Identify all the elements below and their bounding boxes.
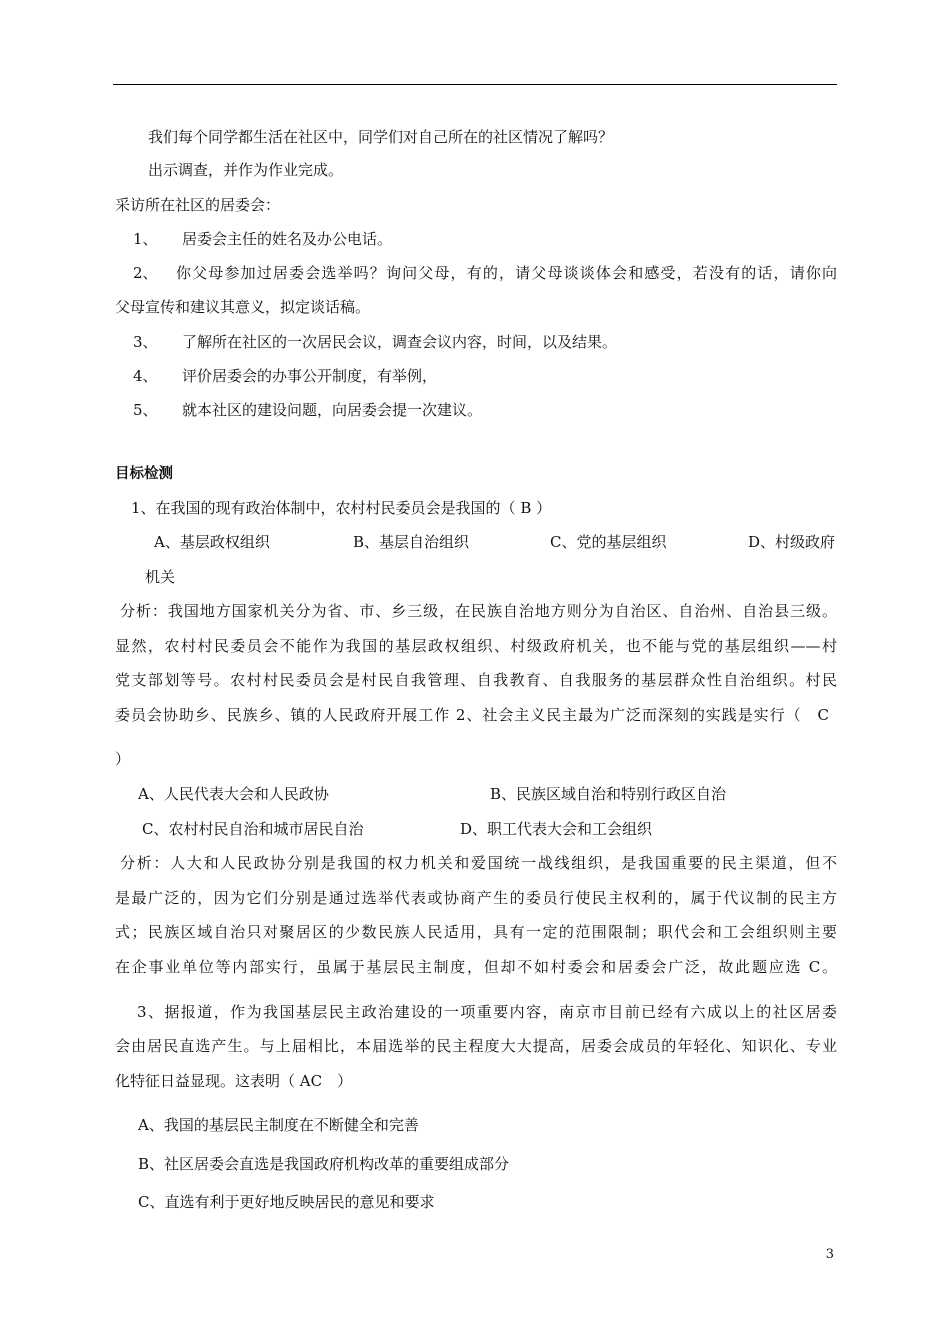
q1-option-d: D、村级政府 xyxy=(748,533,836,551)
q2-option-c: C、农村村民自治和城市居民自治 xyxy=(142,820,364,838)
intro-item-4-text: 评价居委会的办事公开制度，有举例， xyxy=(182,367,438,385)
q3-option-b: B、社区居委会直选是我国政府机构改革的重要组成部分 xyxy=(138,1155,510,1173)
q1-option-c: C、党的基层组织 xyxy=(550,533,667,551)
q1-analysis-line-4: 委员会协助乡、民族乡、镇的人民政府开展工作 2、社会主义民主最为广泛而深刻的实践是实行（ C xyxy=(115,706,829,724)
q2-analysis-line-4: 在企事业单位等内部实行，虽属于基层民主制度，但却不如村委会和居委会广泛，故此题应选 C。 xyxy=(115,958,837,976)
intro-item-2-text: 你父母参加过居委会选举吗？询问父母，有的，请父母谈谈体会和感受，若没有的话，请你向 xyxy=(176,264,837,282)
q2-option-b: B、民族区域自治和特别行政区自治 xyxy=(490,785,727,803)
intro-paragraph-1: 我们每个同学都生活在社区中，同学们对自己所在的社区情况了解吗？ xyxy=(148,128,614,146)
intro-item-3-text: 了解所在社区的一次居民会议，调查会议内容，时间，以及结果。 xyxy=(182,333,618,351)
q2-analysis-line-3: 式；民族区域自治只对聚居区的少数民族人民适用，具有一定的范围限制；职代会和工会组织则主要 xyxy=(115,923,837,941)
q3-stem-line-3: 化特征日益显现。这表明（ AC ） xyxy=(115,1072,353,1090)
intro-item-1-number: 1、 xyxy=(133,230,158,248)
q3-option-c: C、直选有利于更好地反映居民的意见和要求 xyxy=(138,1193,435,1211)
intro-item-5-number: 5、 xyxy=(133,401,158,419)
q2-analysis-line-1: 分析：人大和人民政协分别是我国的权力机关和爱国统一战线组织，是我国重要的民主渠道，但不 xyxy=(120,854,837,872)
q1-option-d-continuation: 机关 xyxy=(145,568,176,586)
q2-option-a: A、人民代表大会和人民政协 xyxy=(138,785,329,803)
intro-item-2-number: 2、 xyxy=(133,264,158,282)
intro-paragraph-3: 采访所在社区的居委会： xyxy=(115,196,281,214)
section-title: 目标检测 xyxy=(115,466,173,482)
q1-analysis-line-1: 分析：我国地方国家机关分为省、市、乡三级，在民族自治地方则分为自治区、自治州、自治县三级。 xyxy=(120,602,837,620)
intro-paragraph-2: 出示调查，并作为作业完成。 xyxy=(148,161,344,179)
header-rule xyxy=(113,84,837,85)
page-number: 3 xyxy=(825,1247,834,1262)
q2-analysis-line-2: 是最广泛的，因为它们分别是通过选举代表或协商产生的委员行使民主权利的，属于代议制的民主方 xyxy=(115,889,837,907)
q3-stem-line-1: 3、据报道，作为我国基层民主政治建设的一项重要内容，南京市目前已经有六成以上的社区居委 xyxy=(137,1003,837,1021)
intro-item-1-text: 居委会主任的姓名及办公电话。 xyxy=(182,230,393,248)
q1-option-a: A、基层政权组织 xyxy=(154,533,270,551)
q1-analysis-line-5: ） xyxy=(115,750,131,768)
q3-stem-line-2: 会由居民直选产生。与上届相比，本届选举的民主程度大大提高，居委会成员的年轻化、知识化、专业 xyxy=(115,1037,837,1055)
intro-item-4-number: 4、 xyxy=(133,367,158,385)
q2-option-d: D、职工代表大会和工会组织 xyxy=(460,820,653,838)
q1-analysis-line-2: 显然，农村村民委员会不能作为我国的基层政权组织、村级政府机关，也不能与党的基层组织——村 xyxy=(115,637,837,655)
q1-analysis-line-3: 党支部划等号。农村村民委员会是村民自我管理、自我教育、自我服务的基层群众性自治组织。村民 xyxy=(115,671,837,689)
intro-item-5-text: 就本社区的建设问题，向居委会提一次建议。 xyxy=(182,401,483,419)
intro-item-2-continuation: 父母宣传和建议其意义，拟定谈话稿。 xyxy=(115,298,371,316)
intro-item-3-number: 3、 xyxy=(133,333,158,351)
q1-stem: 1、在我国的现有政治体制中，农村村民委员会是我国的（ B ） xyxy=(131,499,552,517)
q1-option-b: B、基层自治组织 xyxy=(353,533,470,551)
q3-option-a: A、我国的基层民主制度在不断健全和完善 xyxy=(138,1116,419,1134)
